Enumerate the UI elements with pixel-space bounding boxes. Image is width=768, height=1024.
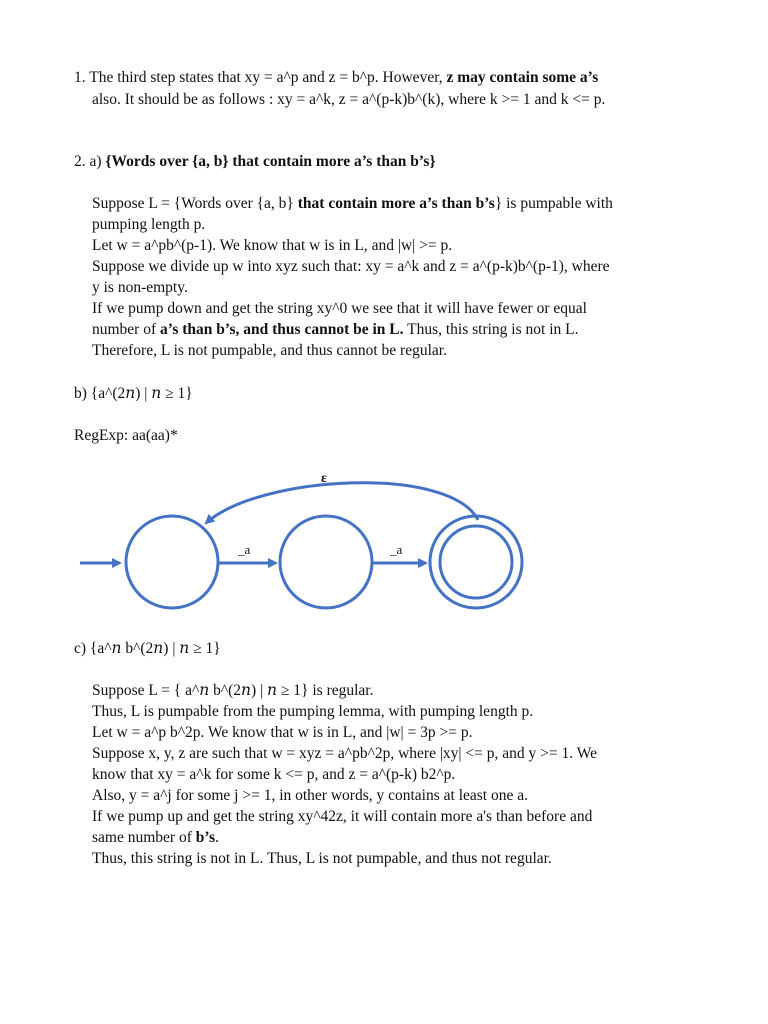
epsilon-label: ε (321, 471, 327, 486)
q1-line-2: also. It should be as follows : xy = a^k, z = a^(p-k)b^(k), where k >= 1 and k <= p. (92, 91, 606, 108)
q2c-p8-c: . (214, 829, 219, 846)
q2b-regexp: RegExp: aa(aa)* (74, 427, 178, 444)
q2c-para-line-4: Suppose x, y, z are such that w = xyz = a^pb^2p, where |xy| <= p, and y >= 1. We (92, 745, 597, 762)
q2a-para-line-1 (92, 194, 613, 214)
state-start (126, 516, 218, 608)
q2a-para-line-4: Suppose we divide up w into xyz such that: xy = a^k and z = a^(p-k)b^(p-1), where (92, 258, 610, 275)
q2a-p7-a: number of (92, 321, 161, 338)
q2a-heading-prefix: 2. a) (74, 153, 106, 170)
q2a-para-line-6: If we pump down and get the string xy^0 we see that it will have fewer or equal (92, 300, 587, 317)
q2c-p8-a: same number of (92, 829, 196, 846)
state-accepting-outer (430, 516, 522, 608)
q2a-para-line-2: pumping length p. (92, 216, 206, 233)
q2a-p1-c: } is pumpable with (494, 195, 613, 212)
q1-number: 1. (74, 69, 86, 86)
q2c-para-line-7: If we pump up and get the string xy^42z, it will contain more a's than before and (92, 808, 593, 825)
q2a-heading (74, 152, 436, 172)
state-middle (280, 516, 372, 608)
transition-1-label: _a (238, 542, 251, 557)
q2a-para-line-7 (92, 320, 578, 340)
q1-bold-text: z may contain some a’s (446, 69, 599, 86)
epsilon-transition-arrow (206, 483, 478, 523)
state-accepting-inner (440, 526, 512, 598)
q2a-heading-bold: {Words over {a, b} that contain more a’s than b’s} (105, 153, 436, 170)
transition-2-label: _a (390, 542, 403, 557)
q1-text: The third step states that xy = a^p and z = b^p. However, (89, 69, 447, 86)
q2c-para-line-6: Also, y = a^j for some j >= 1, in other words, y contains at least one a. (92, 787, 528, 804)
q2a-p7-c: Thus, this string is not in L. (403, 321, 579, 338)
q2a-para-line-3: Let w = a^pb^(p-1). We know that w is in L, and |w| >= p. (92, 237, 453, 254)
q2a-p1-b: that contain more a’s than b’s (297, 195, 495, 212)
q2c-para-line-8 (92, 828, 219, 848)
dfa-diagram (70, 470, 550, 630)
q2a-p1-a: Suppose L = {Words over {a, b} (92, 195, 298, 212)
q2a-p7-b: a’s than b’s, and thus cannot be in L. (160, 321, 404, 338)
q2a-para-line-5: y is non-empty. (92, 279, 188, 296)
q2c-para-line-3: Let w = a^p b^2p. We know that w is in L, and |w| = 3p >= p. (92, 724, 473, 741)
q2b-heading: b) {a^(2𝑛) | 𝑛 ≥ 1} (74, 385, 193, 402)
q2c-heading: c) {a^𝑛 b^(2𝑛) | 𝑛 ≥ 1} (74, 640, 221, 657)
q2c-para-line-2: Thus, L is pumpable from the pumping lemma, with pumping length p. (92, 703, 534, 720)
q2c-para-line-1: Suppose L = { a^𝑛 b^(2𝑛) | 𝑛 ≥ 1} is regular. (92, 682, 374, 699)
q2c-para-line-9: Thus, this string is not in L. Thus, L is not pumpable, and thus not regular. (92, 850, 552, 867)
q1-line-1 (74, 68, 598, 88)
q2c-para-line-5: know that xy = a^k for some k <= p, and z = a^(p-k) b2^p. (92, 766, 456, 783)
q2a-para-line-8: Therefore, L is not pumpable, and thus cannot be regular. (92, 342, 447, 359)
q2c-p8-b: b’s (195, 829, 215, 846)
